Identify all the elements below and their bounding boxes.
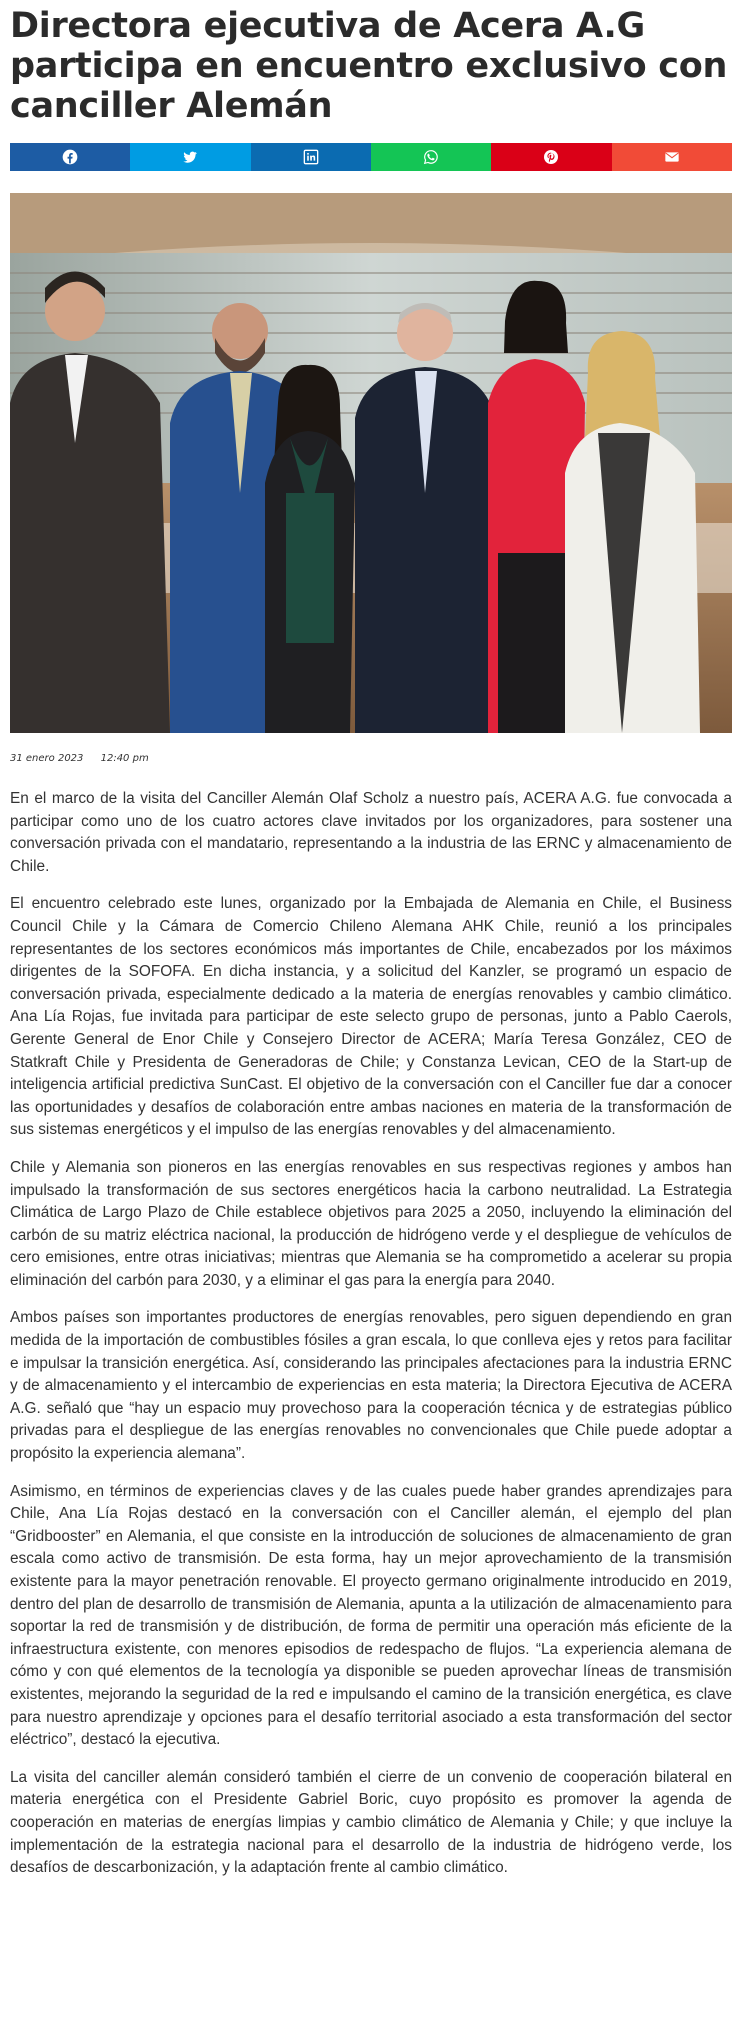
article	[10, 0, 732, 1877]
twitter-icon	[182, 149, 198, 165]
article-title: Directora ejecutiva de Acera A.G participa en encuentro exclusivo con canciller Alemán	[10, 6, 728, 126]
article-meta	[10, 753, 163, 764]
share-whatsapp-button[interactable]	[371, 143, 491, 171]
article-paragraph: El encuentro celebrado este lunes, organizado por la Embajada de Alemania en Chile, el Business Council Chile y la Cámara de Comercio Chileno Alemana AHK Chile, reunió a los principales representantes de los sectores económicos más importantes de Chile, encabezados por los máximos dirigentes de la SOFOFA. En dicha instancia, y a solicitud del Kanzler, se programó un espacio de conversación privada, especialmente dedicado a la materia de energías renovables y cambio climático. Ana Lía Rojas, fue invitada para participar de este selecto grupo de personas, junto a Pablo Caerols, Gerente General de Enor Chile y Consejero Director de ACERA; María Teresa González, CEO de Statkraft Chile y Presidenta de Generadoras de Chile; y Constanza Levican, CEO de la Start-up de inteligencia artificial predictiva SunCast. El objetivo de la conversación con el Canciller fue dar a conocer las oportunidades y desafíos de colaboración entre ambas naciones en materia de la transformación de sus sistemas energéticos y el impulso de las energías renovables y del almacenamiento.	[10, 895, 732, 1139]
linkedin-icon	[303, 149, 319, 165]
article-photo	[10, 193, 732, 733]
share-email-button[interactable]	[612, 143, 732, 171]
article-date: 31 enero 2023	[10, 753, 84, 764]
facebook-icon	[62, 149, 78, 165]
share-pinterest-button[interactable]	[491, 143, 611, 171]
article-paragraph: En el marco de la visita del Canciller Alemán Olaf Scholz a nuestro país, ACERA A.G. fue convocada a participar como uno de los cuatro actores clave invitados por los organizadores, para sostener una conversación privada con el mandatario, representando a la industria de las ERNC y almacenamiento de Chile.	[10, 790, 732, 875]
share-linkedin-button[interactable]	[251, 143, 371, 171]
article-body	[10, 788, 732, 1895]
article-paragraph: Asimismo, en términos de experiencias claves y de las cuales puede haber grandes aprendizajes para Chile, Ana Lía Rojas destacó en la conversación con el Canciller alemán, el ejemplo del plan “Gridbooster” en Alemania, el que consiste en la introducción de soluciones de almacenamiento de gran escala como activo de transmisión. De esta forma, hay un mejor aprovechamiento de la transmisión existente para la mayor penetración renovable. El proyecto germano originalmente introducido en 2019, dentro del plan de desarrollo de transmisión de Alemania, apunta a la utilización de almacenamiento para soportar la red de transmisión y de distribución, de forma de permitir una operación más eficiente de la infraestructura existente, con menores episodios de redespacho de flujos. “La experiencia alemana de cómo y con qué elementos de la tecnología ya disponible se pueden aprovechar líneas de transmisión existentes, mejorando la seguridad de la red e impulsando el camino de la transición energética, es clave para nuestro aprendizaje y opciones para el desafío territorial asociado a esta transformación del sector eléctrico”, destacó la ejecutiva.	[10, 1482, 732, 1749]
whatsapp-icon	[423, 149, 439, 165]
share-twitter-button[interactable]	[130, 143, 250, 171]
article-paragraph: Chile y Alemania son pioneros en las energías renovables en sus respectivas regiones y ambos han impulsado la transformación de sus sectores energéticos hacia la carbono neutralidad. La Estrategia Climática de Largo Plazo de Chile establece objetivos para 2025 a 2050, incluyendo la eliminación del carbón de su matriz eléctrica nacional, la producción de hidrógeno verde y el despliegue de vehículos de cero emisiones, entre otras iniciativas; mientras que Alemania se ha comprometido a acelerar su propia eliminación del carbón para 2030, y a eliminar el gas para la energía para 2040.	[10, 1158, 732, 1289]
share-facebook-button[interactable]	[10, 143, 130, 171]
group-photo-illustration	[10, 193, 732, 733]
email-icon	[664, 149, 680, 165]
article-time: 12:40 pm	[100, 753, 149, 764]
share-bar	[10, 143, 732, 171]
article-paragraph: La visita del canciller alemán consideró también el cierre de un convenio de cooperación bilateral en materia energética con el Presidente Gabriel Boric, cuyo propósito es promover la agenda de cooperación en materias de energías limpias y cambio climático de Alemania y Chile; y que incluye la implementación de la estrategia nacional para el desarrollo de la industria de hidrógeno verde, los desafíos de descarbonización, y la adaptación frente al cambio climático.	[10, 1768, 732, 1877]
article-paragraph: Ambos países son importantes productores de energías renovables, pero siguen dependiendo en gran medida de la importación de combustibles fósiles a gran escala, lo que conlleva ejes y retos para facilitar e impulsar la transición energética. Así, considerando las principales afectaciones para la industria ERNC y de almacenamiento y el intercambio de experiencias en esta materia; la Directora Ejecutiva de ACERA A.G. señaló que “hay un espacio muy provechoso para la cooperación técnica y de estrategias público privadas para el despliegue de las energías renovables no convencionales que Chile puede adoptar a propósito la experiencia alemana”.	[10, 1309, 732, 1463]
pinterest-icon	[543, 149, 559, 165]
